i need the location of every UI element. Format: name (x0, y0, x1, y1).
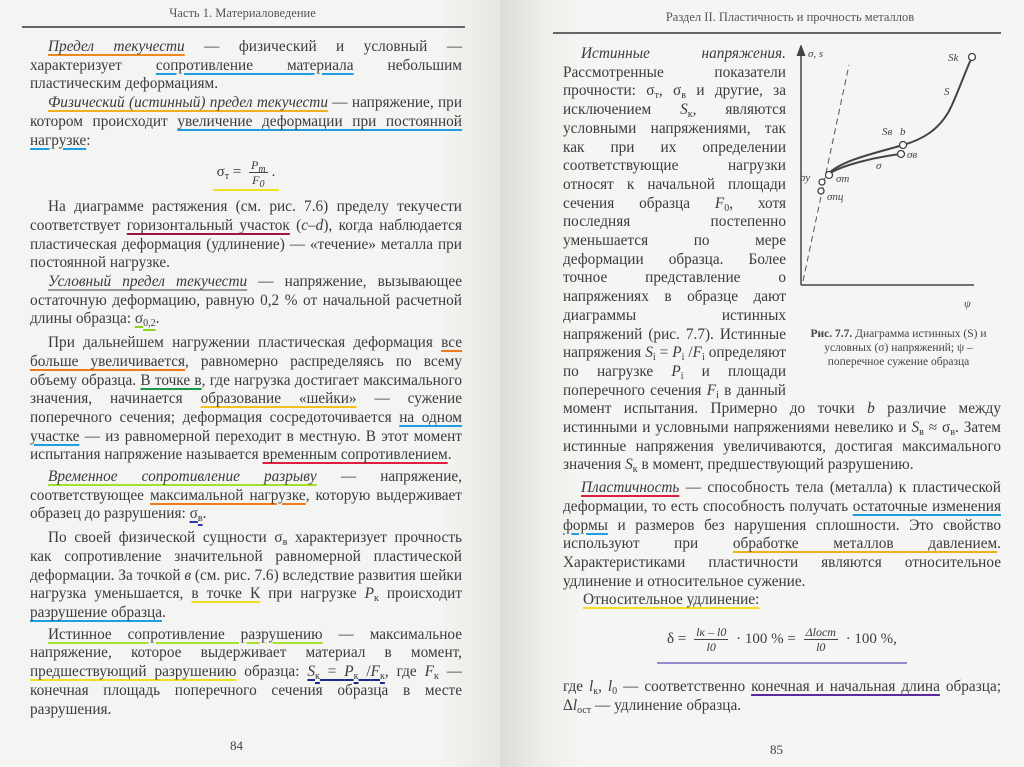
highlighted-term: к (353, 671, 359, 683)
label-sigma: σ (876, 160, 882, 172)
text-run: Рассмотренные показатели прочности: σ (563, 63, 786, 100)
text-run: l (572, 696, 578, 714)
highlighted-term: Предел текучести (48, 38, 185, 55)
numerator: P (251, 157, 259, 172)
highlighted-term: все больше увеличивается (30, 334, 462, 370)
text-run: , равномерно распределяясь по всему объему образца. (30, 352, 462, 389)
text-run: и площади поперечного сечения (563, 362, 787, 399)
text-run: . Затем истинные напряжения увеличиваются, достигая максимального значения (563, 419, 1001, 474)
highlighted-term: В точке в (140, 371, 202, 389)
label-b: b (900, 126, 906, 138)
text-run: 0 (612, 686, 618, 698)
highlighted-term: на одном участке (30, 408, 462, 445)
figure-caption (796, 327, 1001, 369)
label-s: S (944, 86, 950, 98)
highlighted-term: конечная и начальная длина (751, 678, 940, 696)
text-run: ( (289, 216, 302, 234)
text-run: , σ (658, 82, 682, 100)
highlighted-term: обработке металлов давлением (732, 535, 998, 553)
point-sigma-y (819, 179, 825, 185)
text-run: F (692, 344, 702, 362)
text-run: (см. рис. 7.6) вследствие развития шейки нагрузка уменьшается, (30, 566, 463, 603)
fraction (249, 157, 268, 190)
formula-end: . (271, 163, 276, 180)
text-run: P (671, 362, 681, 380)
text-run: — напряжение, при котором происходит (30, 94, 462, 130)
text-run: — способность тела (металла) к пластической деформации, то есть способность получать (563, 479, 1001, 515)
text-run: P (364, 585, 374, 603)
point-sigma-v (898, 151, 905, 158)
point-sigma-t (826, 172, 833, 179)
label-sigma-y: σy (800, 172, 811, 184)
text-run: различие между истинными и условными напряжениями невелико и (563, 400, 1001, 437)
paragraph (563, 591, 1001, 610)
page-number: 85 (770, 742, 783, 757)
paragraph (30, 94, 462, 150)
text-run: — максимальное напряжение, которое выдерживает материал в момент, (30, 625, 462, 662)
text-run: — напряжение, вызывающее остаточную деформацию, равную 0,2 % от начальной расчетной длины образца: (30, 273, 462, 328)
paragraph (30, 273, 462, 329)
caption-title: Рис. 7.7. (810, 328, 853, 340)
label-sigma-v: σв (907, 149, 918, 161)
text-run: На диаграмме растяжения (см. рис. 7.6) пределу текучести соответствует (30, 198, 462, 234)
text-run: происходит (378, 585, 463, 603)
text-run: в (282, 537, 288, 549)
highlighted-term: разрушение образца (30, 603, 163, 621)
highlighted-term: / (358, 663, 371, 681)
text-run: S (680, 101, 688, 119)
text-run: . Характеристиками пластичности являются относительное удлинение и относительное сужение. (563, 535, 1001, 590)
page-number: 84 (230, 738, 243, 753)
text-run: , являются условными напряжениями, так как при их определении соответствующие нагрузки относят к начальной площади сечения образца (563, 101, 786, 212)
text-run: где (563, 678, 590, 696)
text-run: При дальнейшем нагружении пластическая деформация (48, 334, 442, 352)
highlighted-term: к (380, 671, 385, 683)
text-run: — сужение поперечного сечения; деформация сосредоточивается (30, 390, 462, 426)
text-run: , хотя последняя постепенно уменьшается по мере деформации образца. Более точное представление о напряжениях в образце дают диаграммы истинных напряжений (рис. 7.7). Истинные напряжения (563, 194, 786, 362)
label-sigma-pc: σпц (827, 191, 844, 203)
text-run: характеризует прочность как сопротивление значительной равномерной пластической деформации. За точкой (30, 529, 462, 584)
running-header: Часть 1. Материаловедение (169, 6, 316, 20)
formula-sub: т (258, 163, 266, 175)
highlighted-term: F (370, 663, 381, 681)
text-run: т (654, 90, 659, 102)
formula-end: · 100 %, (845, 630, 897, 647)
text-run: в данный момент испытания. Примерно до точки (563, 381, 868, 418)
denominator: F (252, 172, 260, 187)
highlighted-term: горизонтальный участок (126, 216, 290, 234)
text-run: небольшим пластическим деформациям. (30, 56, 462, 93)
text-run: i (680, 370, 684, 382)
text-run: P (672, 344, 682, 362)
highlighted-term: Истинное сопротивление разрушению (48, 625, 323, 643)
paragraph (30, 198, 462, 273)
text-run: i (702, 352, 705, 364)
highlighted-term: Физический (истинный) предел текучести (48, 94, 328, 112)
paragraph (30, 529, 462, 623)
denominator: l0 (706, 639, 716, 654)
text-run: F (424, 663, 434, 681)
text-run: определяют по нагрузке (563, 344, 786, 380)
text-run: — напряжение, соответствующее (30, 468, 463, 504)
text-run: / (684, 344, 693, 362)
text-run: F (706, 381, 717, 399)
text-run: образца; Δ (563, 678, 1001, 714)
highlighted-term: в точке К (191, 585, 261, 603)
numerator: Δlост (805, 624, 836, 639)
text-run: i (681, 352, 685, 364)
formula-elongation (563, 614, 1001, 674)
text-run: . (447, 446, 452, 464)
highlighted-term: Условный предел текучести (48, 273, 248, 291)
highlighted-term: сопротивление материала (155, 56, 354, 74)
highlighted-term: к (315, 671, 320, 683)
left-page (0, 0, 500, 767)
label-sigma-t: σт (836, 173, 850, 185)
text-run: — удлинение образца. (591, 696, 742, 714)
formula-underline (657, 625, 907, 664)
right-text-body (563, 45, 1001, 716)
highlighted-term: = (319, 663, 345, 681)
highlighted-term: Временное сопротивление разрыву (48, 468, 317, 486)
formula-lhs: δ = (667, 630, 687, 647)
text-run: в (919, 427, 924, 439)
text-run: к (632, 464, 638, 476)
paragraph (30, 38, 462, 94)
numerator: lк – l0 (696, 624, 727, 639)
x-axis-label: ψ (964, 298, 971, 310)
text-run: к (593, 686, 599, 698)
text-run: — соответственно (617, 678, 752, 696)
text-run: l (607, 678, 613, 696)
formula-mid: · 100 % = (736, 630, 796, 647)
running-header: Раздел II. Пластичность и прочность металлов (665, 10, 915, 24)
formula-eq: = (232, 163, 242, 180)
text-run: S (911, 419, 920, 437)
highlighted-term: 0,2 (143, 318, 156, 330)
formula-yield-strength (30, 154, 462, 194)
left-text-body (30, 38, 462, 719)
highlighted-term: σ (134, 310, 144, 328)
text-run: . (155, 310, 160, 328)
stress-diagram (796, 45, 1001, 325)
formula-symbol: σ (216, 163, 225, 180)
highlighted-term: P (344, 663, 354, 681)
text-run: образца: (236, 663, 308, 681)
text-run: в (184, 566, 192, 584)
text-run: l (589, 678, 594, 696)
caption-text: Диаграмма истинных (S) и условных (σ) напряжений; ψ – поперечное сужение образца (824, 328, 987, 368)
point-b (900, 142, 907, 149)
figure-7-7 (796, 45, 1001, 397)
text-run: i (652, 352, 656, 364)
right-page (500, 0, 1024, 767)
paragraph (563, 479, 1001, 591)
text-run: . (202, 505, 207, 523)
highlighted-term: образование «шейки» (200, 390, 357, 408)
highlighted-term: предшествующий разрушению (30, 663, 237, 681)
label-sk: Sk (948, 52, 959, 64)
text-run: , где нагрузка достигает максимального значения, начинается (30, 371, 462, 408)
text-run: ост (577, 704, 592, 716)
highlighted-term: в (197, 513, 203, 525)
text-run: при нагрузке (260, 585, 365, 603)
text-run: — физический и условный — характеризует (30, 38, 462, 74)
text-run: b (867, 400, 875, 418)
text-run: — из равномерной переходит в местную. В этот момент испытания напряжение называется (30, 427, 462, 464)
formula-sub: 0 (259, 178, 265, 190)
label-sv: Sв (882, 126, 893, 138)
formula-underline (213, 158, 280, 191)
text-run: i (716, 389, 719, 401)
highlighted-term: S (307, 663, 315, 681)
text-run: F (714, 194, 725, 212)
text-run: , (598, 678, 608, 696)
text-run: к (687, 109, 693, 121)
text-run: Истинные напряжения. (581, 45, 786, 62)
text-run: . (162, 603, 166, 621)
text-run: , где (384, 663, 425, 681)
fraction (694, 625, 728, 654)
formula-sub: т (224, 170, 230, 182)
text-run: и размеров без нарушения сплошности. Это свойство используют при (563, 516, 1001, 553)
highlighted-term: Пластичность (581, 479, 680, 497)
text-run: = (655, 344, 673, 362)
fraction (804, 625, 838, 654)
point-sigma-pc (818, 188, 824, 194)
text-run: S (625, 456, 633, 474)
paragraph (563, 678, 1001, 715)
text-run: ≈ σ (923, 419, 951, 437)
text-run: , которую выдерживает образец до разрушения: (30, 486, 462, 523)
highlighted-term: σ (189, 505, 198, 523)
point-sk (969, 54, 976, 61)
highlighted-term: максимальной нагрузке (149, 486, 306, 504)
text-run: S (645, 344, 653, 362)
text-run: в (681, 90, 687, 102)
highlighted-term: увеличение деформации при постоянной нагрузке (30, 112, 462, 149)
paragraph (30, 334, 462, 465)
header-rule (553, 32, 1001, 34)
denominator: l0 (816, 639, 826, 654)
text-run: ), когда наблюдается пластическая деформация (удлинение) — «течение» металла при постоянной нагрузке. (30, 216, 462, 272)
text-run: в момент, предшествующий разрушению. (637, 456, 914, 474)
text-run: 0 (724, 202, 730, 214)
text-run: в (950, 427, 956, 439)
text-run: к (433, 671, 439, 683)
text-run: к (373, 593, 379, 605)
paragraph (30, 626, 462, 720)
highlighted-term: временным сопротивлением (262, 446, 448, 464)
text-run: — конечная площадь поперечного сечения образца в месте разрушения. (30, 663, 462, 718)
header-rule (22, 26, 465, 28)
highlighted-term: остаточные изменения формы (563, 497, 1001, 534)
y-axis-label: σ, s (808, 48, 824, 60)
text-run: c–d (301, 216, 324, 234)
text-run: По своей физической сущности σ (48, 529, 283, 547)
paragraph (30, 468, 462, 524)
highlighted-term: Относительное удлинение: (583, 591, 760, 609)
text-run: : (86, 131, 91, 149)
text-run: и другие, за исключением (563, 82, 786, 119)
